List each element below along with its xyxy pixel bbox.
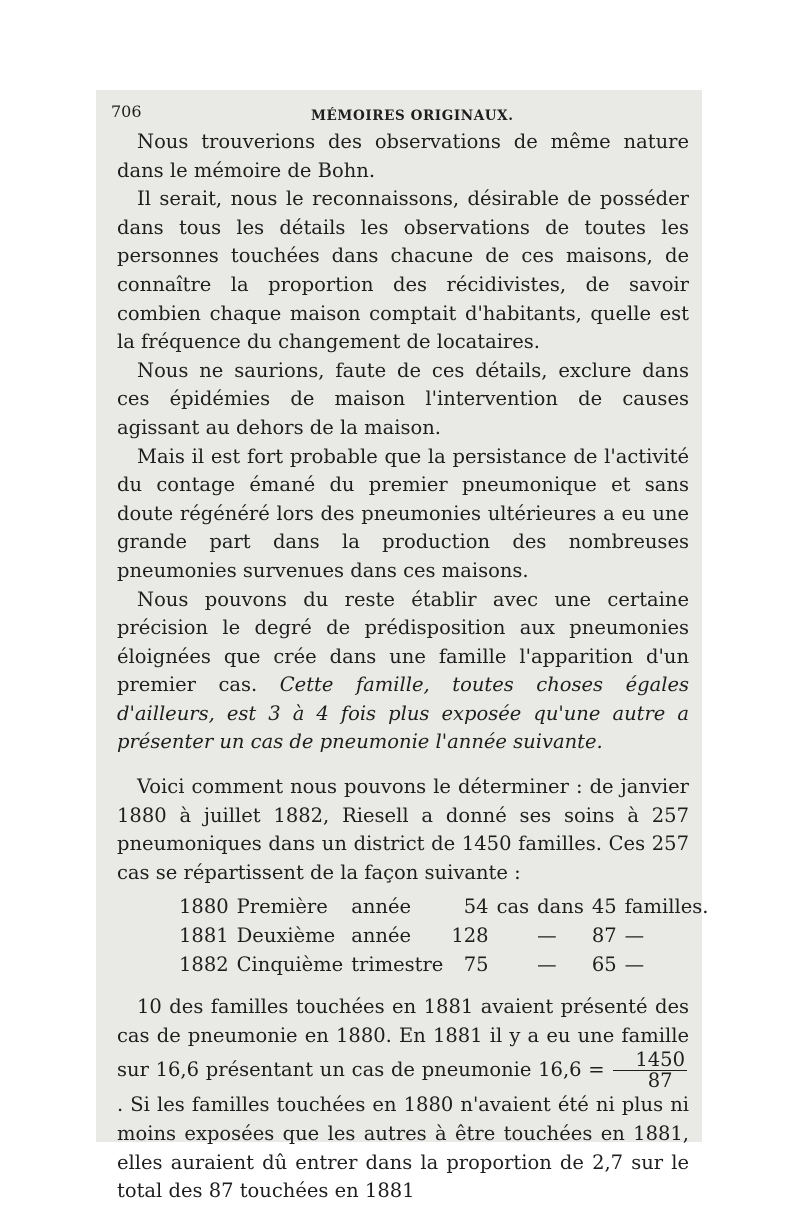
- cas-label-cell: cas: [496, 895, 530, 919]
- paragraph-3: Nous ne saurions, faute de ces détails, exclure dans ces épidémies de maison l'intervention de causes agissant au dehors de la maison.: [117, 358, 689, 439]
- running-head: MÉMOIRES ORIGINAUX.: [311, 108, 514, 124]
- families-cell: 87: [591, 924, 617, 948]
- unit-cell: trimestre: [351, 952, 444, 976]
- families-cell: 65: [591, 952, 617, 976]
- cas-label-cell: [497, 951, 538, 980]
- paragraph-5: [117, 586, 689, 758]
- paragraph-4: Mais il est fort probable que la persistance de l'activité du contage émané du premier pneumonique et sans doute régénéré lors des pneumonies ultérieures a eu une grande part dans la production des nombreuses pneumonies survenues dans ces maisons.: [117, 444, 689, 582]
- year-cell: 1881: [179, 924, 229, 948]
- page-content: [111, 98, 709, 1206]
- table-row: [179, 922, 716, 951]
- dans-label-cell: dans: [537, 895, 584, 919]
- paragraph-5-italic: Cette famille, toutes choses égales d'ailleurs, est 3 à 4 fois plus exposée qu'une autre a présenter un cas de pneumonie l'année suivante.: [117, 673, 690, 754]
- period-cell: Deuxième: [236, 924, 336, 948]
- spacer: [117, 757, 689, 773]
- dans-label-cell: —: [537, 952, 557, 976]
- families-label-cell: —: [624, 952, 645, 976]
- paragraph-6: Voici comment nous pouvons le déterminer : de janvier 1880 à juillet 1882, Riesell a donné ses soins à 257 pneumoniques dans un district de 1450 familles. Ces 257 cas se répartissent de la façon suivante :: [117, 775, 689, 884]
- cases-cell: 54: [463, 895, 489, 919]
- year-cell: 1880: [179, 895, 229, 919]
- families-label-cell: familles.: [624, 895, 709, 919]
- paragraph-7-text-after: . Si les familles touchées en 1880 n'avaient été ni plus ni moins exposées que les autres à être touchées en 1881, elles auraient dû entrer dans la proportion de 2,7 sur le total des 87 touchées en 1881: [117, 1093, 689, 1203]
- fraction-denominator: 87: [647, 1069, 673, 1093]
- families-label-cell: —: [624, 924, 645, 948]
- year-cell: 1882: [179, 952, 229, 976]
- paragraph-1: Nous trouverions des observations de même nature dans le mémoire de Bohn.: [117, 130, 689, 182]
- unit-cell: année: [351, 895, 412, 919]
- distribution-table: [179, 893, 716, 979]
- fraction-numerator: 1450: [613, 1050, 687, 1071]
- paragraph-7-text-before: 10 des familles touchées en 1881 avaient présenté des cas de pneumonie en 1880. En 1881 il y a eu une famille sur 16,6 présentant un cas de pneumonie 16,6 =: [117, 995, 689, 1082]
- unit-cell: année: [351, 924, 412, 948]
- dans-label-cell: —: [537, 924, 557, 948]
- page-header: [111, 98, 689, 126]
- table-row: [179, 893, 716, 922]
- paragraph-5-text: Nous pouvons du reste établir avec une certaine précision le degré de prédisposition aux pneumonies éloignées que crée dans une famille l'apparition d'un premier cas.: [117, 587, 689, 697]
- cases-cell: 128: [451, 924, 489, 948]
- paragraph-2: Il serait, nous le reconnaissons, désirable de posséder dans tous les détails les observations de toutes les personnes touchées dans chacune de ces maisons, de connaître la proportion des récidivistes, de savoir combien chaque maison comptait d'habitants, quelle est la fréquence du changement de locataires.: [117, 187, 689, 354]
- cases-cell: 75: [463, 952, 489, 976]
- cas-label-cell: [497, 922, 538, 951]
- period-cell: Cinquième: [236, 952, 344, 976]
- table-row: [179, 951, 716, 980]
- paragraph-7: [117, 993, 689, 1206]
- fraction: [613, 1050, 687, 1091]
- period-cell: Première: [236, 895, 328, 919]
- page-number: 706: [111, 102, 142, 121]
- families-cell: 45: [591, 895, 617, 919]
